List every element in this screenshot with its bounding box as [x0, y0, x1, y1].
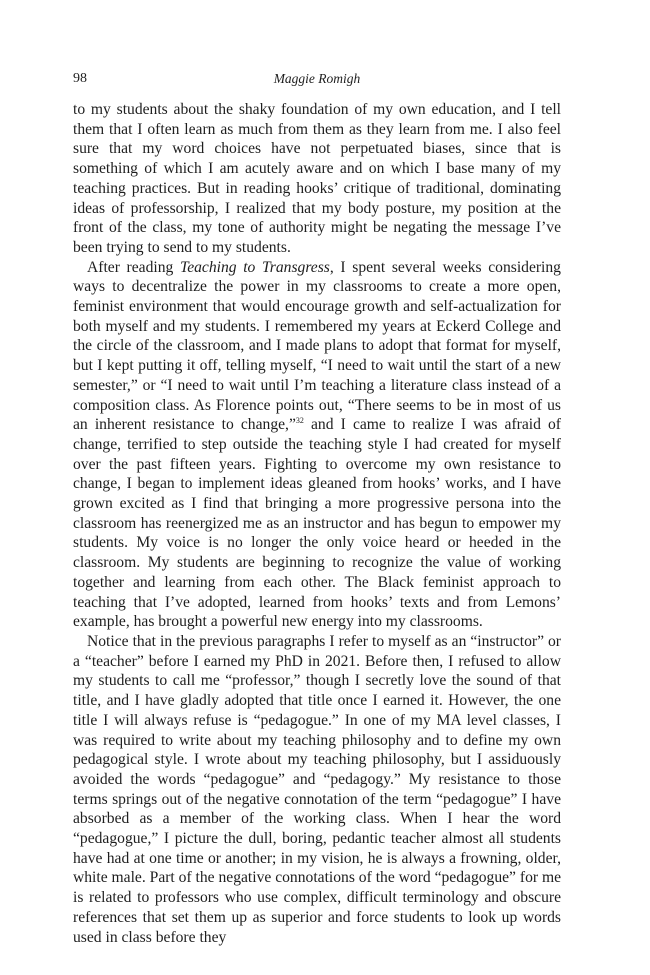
paragraph-3: Notice that in the previous paragraphs I refer to myself as an “instructor” or a “teacher” before I earned my PhD in 2021. Before then, I refused to allow my students to call me “professor,” though I secretly love the sound of that title, and I have gladly adopted that title once I earned it. However, the one title I will always refuse is “pedagogue.” In one of my MA level classes, I was required to write about my teaching philosophy and to define my own pedagogical style. I wrote about my teaching philosophy, but I assiduously avoided the words “pedagogue” and “pedagogy.” My resistance to those terms springs out of the negative connotation of the term “pedagogue” I have absorbed as a member of the working class. When I hear the word “pedagogue,” I picture the dull, boring, pedantic teacher almost all students have had at one time or another; in my vision, he is always a frowning, older, white male. Part of the negative connotations of the word “pedagogue” for me is related to professors who use complex, difficult terminology and obscure references that set them up as superior and force students to look up words used in class before they	[73, 632, 562, 946]
paragraph-2	[73, 258, 561, 632]
page-number: 98	[73, 71, 87, 86]
body-text	[73, 100, 561, 947]
paragraph-1: to my students about the shaky foundation of my own education, and I tell them that I often learn as much from them as they learn from me. I also feel sure that my word choices have not perpetuated biases, since that is something of which I am acutely aware and on which I base many of my teaching practices. But in reading hooks’ critique of traditional, dominating ideas of professorship, I realized that my body posture, my position at the front of the class, my tone of authority might be negating the message I’ve been trying to send to my students.	[73, 101, 561, 256]
book-title: Teaching to Transgress	[179, 258, 330, 276]
paragraph-2-text-end: and I came to realize I was afraid of change, terrified to step outside the teaching style I had created for myself over the past fifteen years. Fighting to overcome my own resistance to change, I began to implement ideas gleaned from hooks’ works, and I have grown excited as I find that bringing a more progressive persona into the classroom has reenergized me as an instructor and has begun to empower my students. My voice is no longer the only voice heard or heeded in the classroom. My students are beginning to recognize the value of working together and learning from each other. The Black feminist approach to teaching that I’ve adopted, learned from hooks’ texts and from Lemons’ example, has brought a powerful new energy into my classrooms.	[73, 416, 562, 631]
running-title: Maggie Romigh	[273, 71, 361, 86]
footnote-marker[interactable]: 32	[295, 416, 304, 426]
paragraph-2-text-middle: , I spent several weeks considering ways to decentralize the power in my classrooms to create a more open, feminist environment that would encourage growth and self-actualization for both myself and my students. I remembered my years at Eckerd College and the circle of the classroom, and I made plans to adopt that format for myself, but I kept putting it off, telling myself, “I need to wait until the start of a new semester,” or “I need to wait until I’m teaching a literature class instead of a composition class. As Florence points out, “There seems to be in most of us an inherent resistance to change,”	[73, 258, 561, 434]
running-head	[73, 70, 561, 92]
paragraph-2-text-start: After reading	[87, 258, 180, 276]
